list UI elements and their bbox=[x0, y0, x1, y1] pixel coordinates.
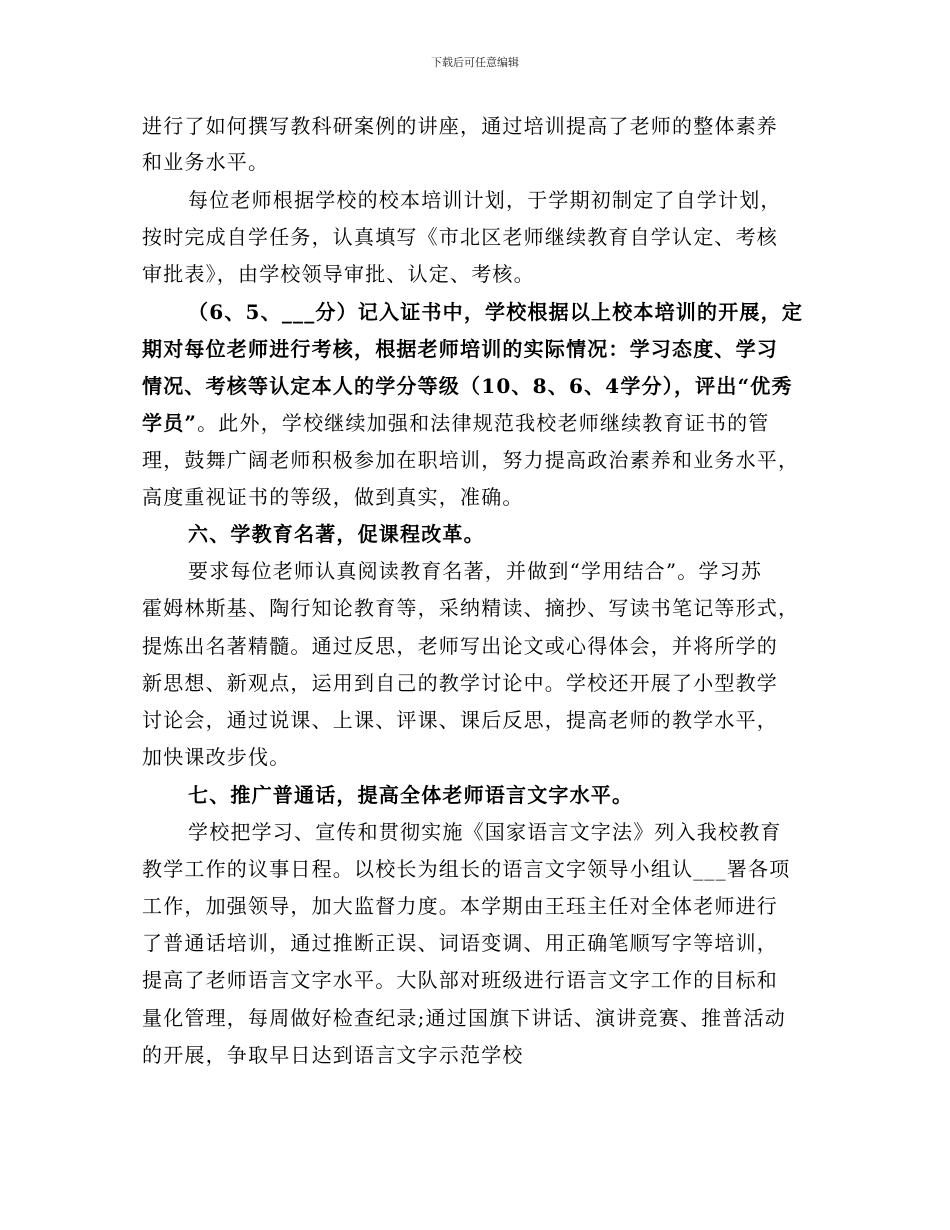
text-line: 加快课改步伐。 bbox=[142, 745, 291, 769]
text-line: 提炼出名著精髓。通过反思，老师写出论文或心得体会，并将所学的 bbox=[142, 634, 778, 658]
text-line: 高度重视证书的等级，做到真实，准确。 bbox=[142, 485, 524, 509]
section-heading: 七、推广普通话，提高全体老师语言文字水平。 bbox=[188, 783, 634, 807]
text-line: 工作，加强领导，加大监督力度。本学期由王珏主任对全体老师进行 bbox=[142, 894, 778, 918]
text-line: 理，鼓舞广阔老师积极参加在职培训，努力提高政治素养和业务水平， bbox=[142, 448, 800, 472]
text-line: 霍姆林斯基、陶行知论教育等，采纳精读、摘抄、写读书笔记等形式， bbox=[142, 596, 800, 620]
section-heading: 六、学教育名著，促课程改革。 bbox=[188, 522, 485, 546]
text-line-mixed bbox=[142, 411, 770, 435]
text-line: 和业务水平。 bbox=[142, 150, 270, 174]
text-run-bold: 学员” bbox=[142, 411, 198, 435]
text-line: 教学工作的议事日程。以校长为组长的语言文字领导小组认___署各项 bbox=[142, 857, 791, 881]
text-line-bold: （6、5、___分）记入证书中，学校根据以上校本培训的开展，定 bbox=[188, 300, 804, 324]
text-line-bold: 情况、考核等认定本人的学分等级（10、8、6、4学分），评出“优秀 bbox=[142, 374, 793, 398]
text-line: 量化管理，每周做好检查纪录;通过国旗下讲话、演讲竞赛、推普活动 bbox=[142, 1006, 786, 1030]
text-line: 讨论会，通过说课、上课、评课、课后反思，提高老师的教学水平， bbox=[142, 708, 778, 732]
text-line-bold: 期对每位老师进行考核，根据老师培训的实际情况：学习态度、学习 bbox=[142, 337, 778, 361]
text-line: 审批表》，由学校领导审批、认定、考核。 bbox=[142, 262, 535, 286]
text-line: 学校把学习、宣传和贯彻实施《国家语言文字法》列入我校教育 bbox=[188, 820, 782, 844]
text-line: 每位老师根据学校的校本培训计划，于学期初制定了自学计划， bbox=[188, 188, 782, 212]
text-line: 了普通话培训，通过推断正误、词语变调、用正确笔顺写字等培训， bbox=[142, 931, 778, 955]
text-line: 提高了老师语言文字水平。大队部对班级进行语言文字工作的目标和 bbox=[142, 968, 778, 992]
page-header-note: 下载后可任意编辑 bbox=[431, 56, 519, 69]
text-line: 的开展，争取早日达到语言文字示范学校 bbox=[142, 1043, 524, 1067]
text-line: 进行了如何撰写教科研案例的讲座，通过培训提高了老师的整体素养 bbox=[142, 114, 778, 138]
text-run: 。此外，学校继续加强和法律规范我校老师继续教育证书的管 bbox=[197, 411, 770, 435]
text-line: 要求每位老师认真阅读教育名著，并做到“学用结合”。学习苏 bbox=[188, 559, 763, 583]
text-line: 新思想、新观点，运用到自己的教学讨论中。学校还开展了小型教学 bbox=[142, 671, 778, 695]
text-line: 按时完成自学任务，认真填写《市北区老师继续教育自学认定、考核 bbox=[142, 225, 778, 249]
